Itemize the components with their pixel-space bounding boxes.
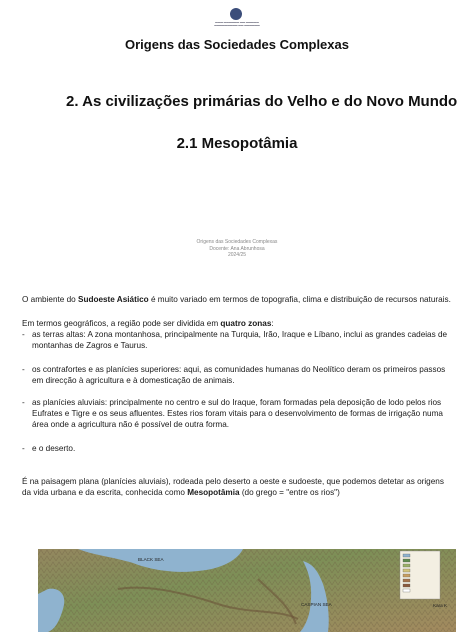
list-item — [22, 329, 452, 351]
paragraph-zones — [22, 318, 454, 329]
list-dash: - — [22, 330, 25, 339]
legend-swatch — [403, 579, 410, 582]
legend-swatch — [403, 569, 410, 572]
legend-swatch — [403, 564, 410, 567]
list-dash: - — [22, 444, 25, 453]
paragraph-mesopotamia-text-2: (do grego = "entre os rios") — [239, 488, 340, 497]
map-relief — [38, 549, 456, 632]
map-svg — [38, 549, 456, 632]
relief-map-image — [38, 549, 456, 632]
paragraph-intro-text: O ambiente do — [22, 295, 78, 304]
paragraph-zones-colon: : — [271, 319, 274, 328]
map-label-caspian-sea: CASPIAN SEA — [301, 602, 332, 607]
paragraph-zones-text: Em termos geográficos, a região pode ser dividida em — [22, 319, 221, 328]
section-subtitle: 2.1 Mesopotâmia — [176, 135, 298, 152]
legend-swatch — [403, 554, 410, 557]
document-title: Origens das Sociedades Complexas — [125, 37, 349, 52]
section-title: 2. As civilizações primárias do Velho e do Novo Mundo — [66, 93, 458, 110]
legend-swatch — [403, 584, 410, 587]
footer-year: 2024/25 — [227, 252, 247, 258]
paragraph-mesopotamia — [22, 476, 454, 498]
list-dash: - — [22, 398, 25, 407]
list-item — [22, 443, 452, 454]
slide-footer — [0, 239, 474, 259]
list-item-text: os contrafortes e as planícies superiores: aqui, as comunidades humanas do Neolítico deram os primeiros passos em direcção à agricultura e à domesticação de animais. — [32, 365, 446, 385]
map-legend — [400, 551, 440, 599]
list-item-text: e o deserto. — [32, 444, 76, 453]
paragraph-intro — [22, 294, 454, 305]
footer-teacher: Docente: Ana Abrunhosa — [209, 245, 265, 252]
legend-swatch — [403, 589, 410, 592]
footer-course: Origens das Sociedades Complexas — [196, 239, 278, 245]
list-item-text: as terras altas: A zona montanhosa, principalmente na Turquia, Irão, Iraque e Líbano, inclui as grandes cadeias de montanhas de Zagros e Taurus. — [32, 330, 448, 350]
paragraph-zones-bold: quatro zonas — [220, 319, 272, 328]
legend-swatch — [403, 559, 410, 562]
university-logo — [211, 8, 263, 28]
paragraph-intro-bold: Sudoeste Asiático — [77, 295, 149, 304]
logo-text-2: ▬▬▬▬▬▬▬▬▬ ▬▬ ▬▬▬▬▬▬ — [214, 24, 260, 27]
map-label-black-sea: BLACK SEA — [138, 557, 164, 562]
map-label-kara: Kara K — [433, 603, 448, 608]
paragraph-mesopotamia-bold: Mesopotâmia — [187, 488, 240, 497]
list-item-text: as planícies aluviais: principalmente no centro e sul do Iraque, foram formadas pela deposição de lodo pelos rios Eufrates e Tigre e os seus afluentes. Estes rios foram vitais para o desenvolvimento de formas de irrigação numa área onde a agricultura não é possível de outra forma. — [32, 398, 443, 429]
paragraph-intro-text-2: é muito variado em termos de topografia, clima e distribuição de recursos naturais. — [148, 295, 451, 304]
list-dash: - — [22, 365, 25, 374]
logo-text: ▬▬▬ ▬▬▬▬▬▬ ▬▬ ▬▬▬▬▬ — [215, 21, 259, 24]
list-item — [22, 397, 452, 430]
university-seal-icon — [230, 8, 242, 20]
list-item — [22, 364, 452, 386]
legend-swatch — [403, 574, 410, 577]
paragraph-mesopotamia-text: É na paisagem plana (planícies aluviais), rodeada pelo deserto a oeste e sudoeste, que podemos detetar as origens da vida urbana e da escrita, conhecida como — [22, 477, 444, 497]
